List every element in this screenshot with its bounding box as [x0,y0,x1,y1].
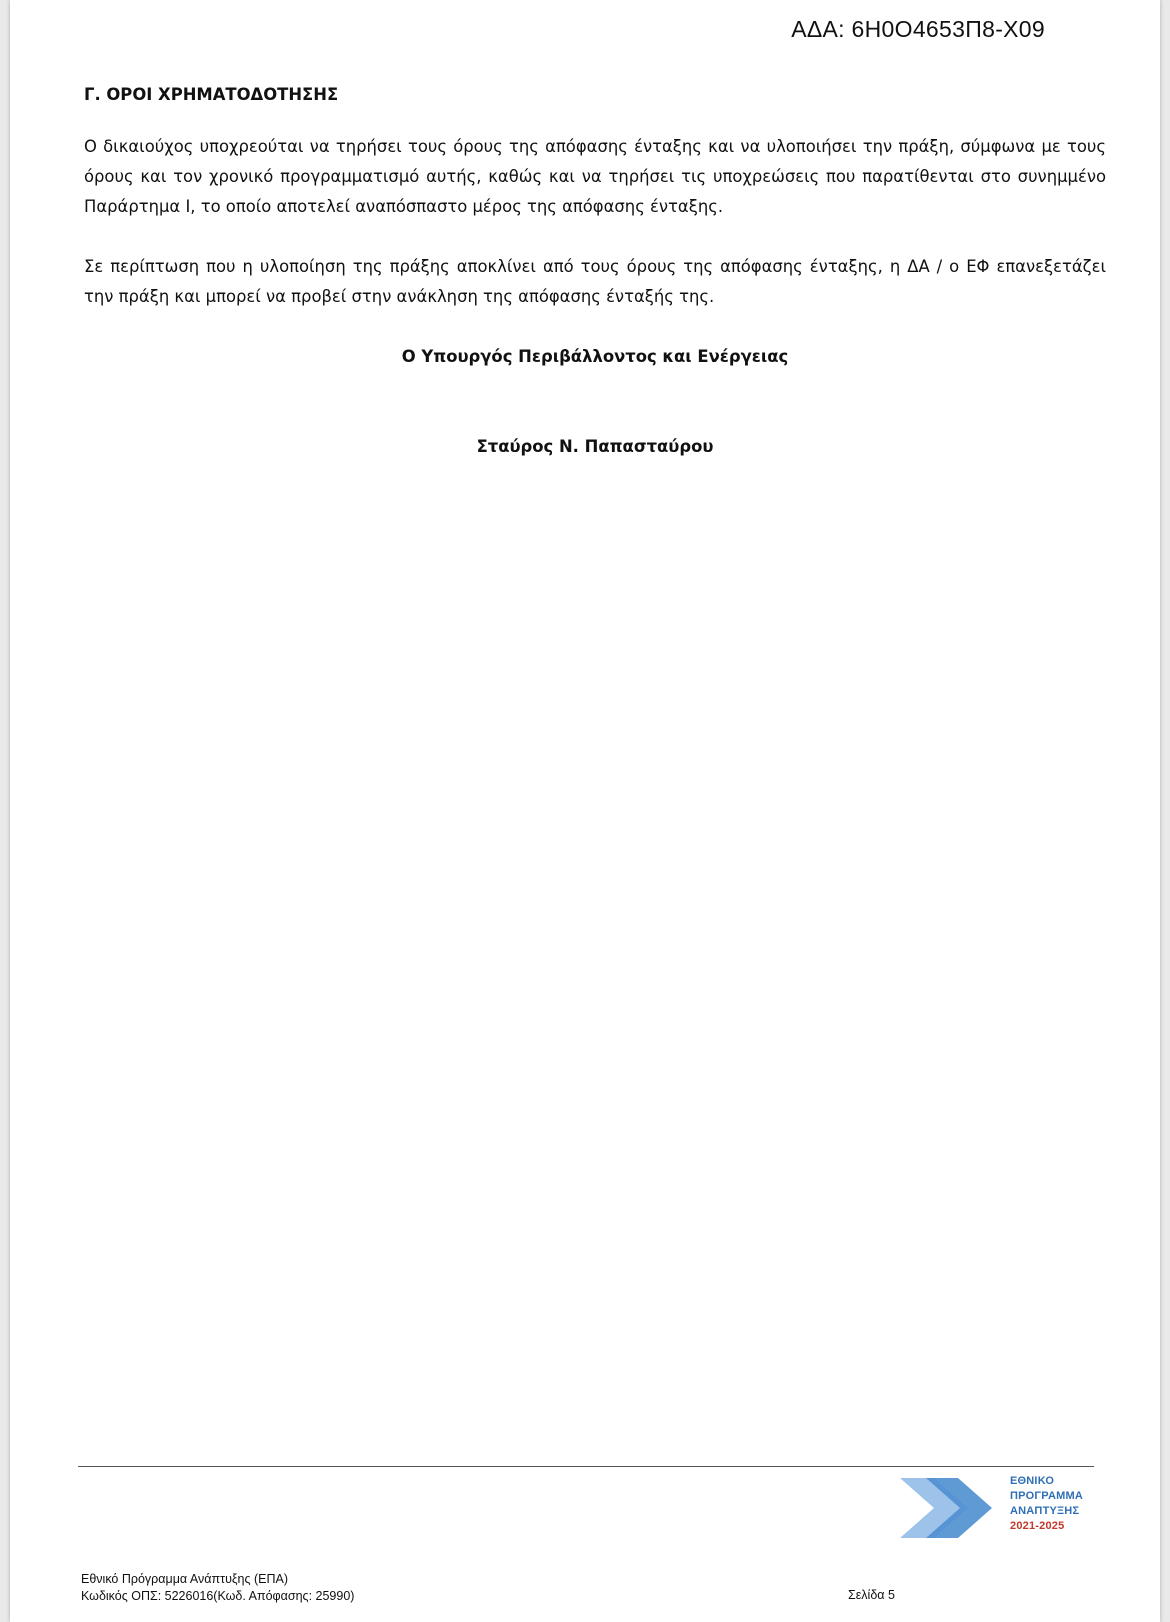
document-page [10,0,1160,1622]
ada-code: ΑΔΑ: 6Η0Ο4653Π8-Χ09 [791,16,1045,42]
logo-years: 2021-2025 [1010,1520,1065,1532]
section-heading: Γ. ΟΡΟΙ ΧΡΗΜΑΤΟΔΟΤΗΣΗΣ [84,85,339,104]
signature-name: Σταύρος Ν. Παπασταύρου [476,437,714,456]
footer-info [81,1571,354,1605]
document-body [84,80,1106,462]
logo-line-2: ΠΡΟΓΡΑΜΜΑ [1010,1490,1083,1502]
footer-divider [78,1466,1094,1467]
paragraph-revocation: Σε περίπτωση που η υλοποίηση της πράξης αποκλίνει από τους όρους της απόφασης ένταξης, η ΔΑ / ο ΕΦ επανεξετάζει την πράξη και μπορεί να προβεί στην ανάκληση της απόφασης ένταξής της. [84,257,1106,306]
logo-line-1: ΕΘΝΙΚΟ [1010,1475,1055,1487]
page-number: Σελίδα 5 [848,1588,895,1602]
paragraph-obligations: Ο δικαιούχος υποχρεούται να τηρήσει τους όρους της απόφασης ένταξης και να υλοποιήσει την πράξη, σύμφωνα με τους όρους και τον χρονικό προγραμματισμό αυτής, καθώς και να τηρήσει τις υποχρεώσεις που παρατίθενται στο συνημμένο Παράρτημα Ι, το οποίο αποτελεί αναπόσπαστο μέρος της απόφασης ένταξης. [84,137,1106,216]
signature-title: Ο Υπουργός Περιβάλλοντος και Ενέργειας [401,347,789,366]
logo-line-3: ΑΝΑΠΤΥΞΗΣ [1010,1505,1080,1517]
epa-logo-text [1010,1474,1083,1534]
footer-code: Κωδικός ΟΠΣ: 5226016(Κωδ. Απόφασης: 25990) [81,1589,355,1603]
footer-program: Εθνικό Πρόγραμμα Ανάπτυξης (ΕΠΑ) [81,1572,288,1586]
